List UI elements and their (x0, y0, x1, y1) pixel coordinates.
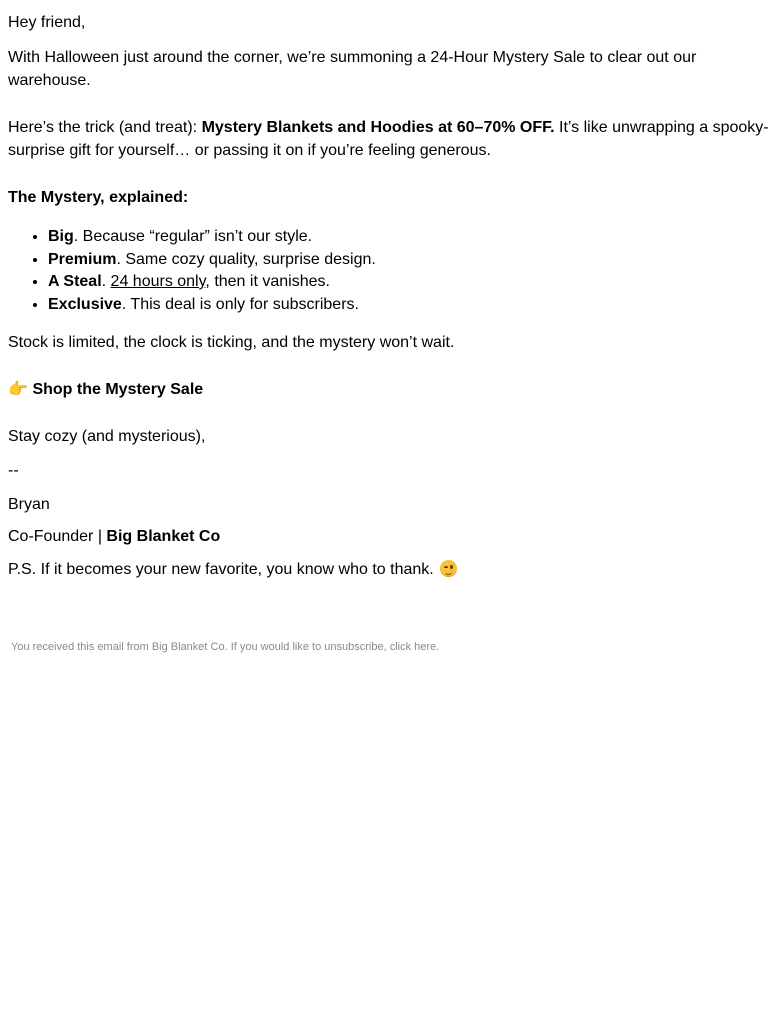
pointing-hand-icon: 👉 (8, 381, 28, 398)
company-name: Big Blanket Co (106, 528, 221, 545)
signature-name: Bryan (8, 496, 50, 513)
stock-line: Stock is limited, the clock is ticking, and the mystery won’t wait. (8, 334, 455, 351)
footer-text: You received this email from Big Blanket Co. If you would like to unsubscribe, (11, 641, 390, 653)
offer-highlight: Mystery Blankets and Hoodies at 60–70% OFF. (201, 119, 555, 136)
postscript-text: P.S. If it becomes your new favorite, you know who to thank. (8, 561, 434, 578)
shop-mystery-sale-link[interactable]: Shop the Mystery Sale (32, 381, 204, 398)
feature-title: Big (48, 228, 74, 245)
feature-title: Premium (48, 250, 117, 268)
intro-paragraph: With Halloween just around the corner, we’re summoning a 24-Hour Mystery Sale to clear out our warehouse. (8, 49, 697, 89)
footer-period: . (436, 641, 440, 653)
list-item (48, 226, 376, 249)
signature-role: Co-Founder | (8, 528, 107, 545)
shop-cta (8, 378, 203, 401)
list-item (48, 271, 376, 294)
feature-text: , then it vanishes. (205, 273, 330, 290)
offer-suffix: It’s like unwrapping a spooky-surprise gift for yourself… or passing it on if you’re feeling generous. (8, 119, 769, 159)
winking-face-icon (440, 560, 457, 577)
feature-text: . This deal is only for subscribers. (121, 295, 359, 313)
feature-underlined: 24 hours only (110, 273, 206, 290)
signature-separator: -- (8, 462, 19, 479)
unsubscribe-link[interactable]: click here (389, 641, 437, 653)
feature-separator: . (101, 273, 111, 290)
offer-paragraph (8, 116, 778, 162)
email-footer (11, 640, 439, 654)
list-item (48, 294, 376, 317)
feature-text: . Same cozy quality, surprise design. (116, 250, 376, 268)
signature-title (8, 525, 220, 548)
list-item (48, 249, 376, 272)
signoff: Stay cozy (and mysterious), (8, 428, 206, 445)
feature-text: . Because “regular” isn’t our style. (73, 228, 313, 245)
greeting: Hey friend, (8, 14, 86, 31)
postscript (8, 557, 457, 581)
feature-list (8, 226, 376, 316)
feature-title: Exclusive (48, 295, 122, 313)
feature-title: A Steal (48, 273, 102, 290)
offer-prefix: Here’s the trick (and treat): (8, 119, 202, 136)
mystery-heading: The Mystery, explained: (8, 189, 189, 206)
